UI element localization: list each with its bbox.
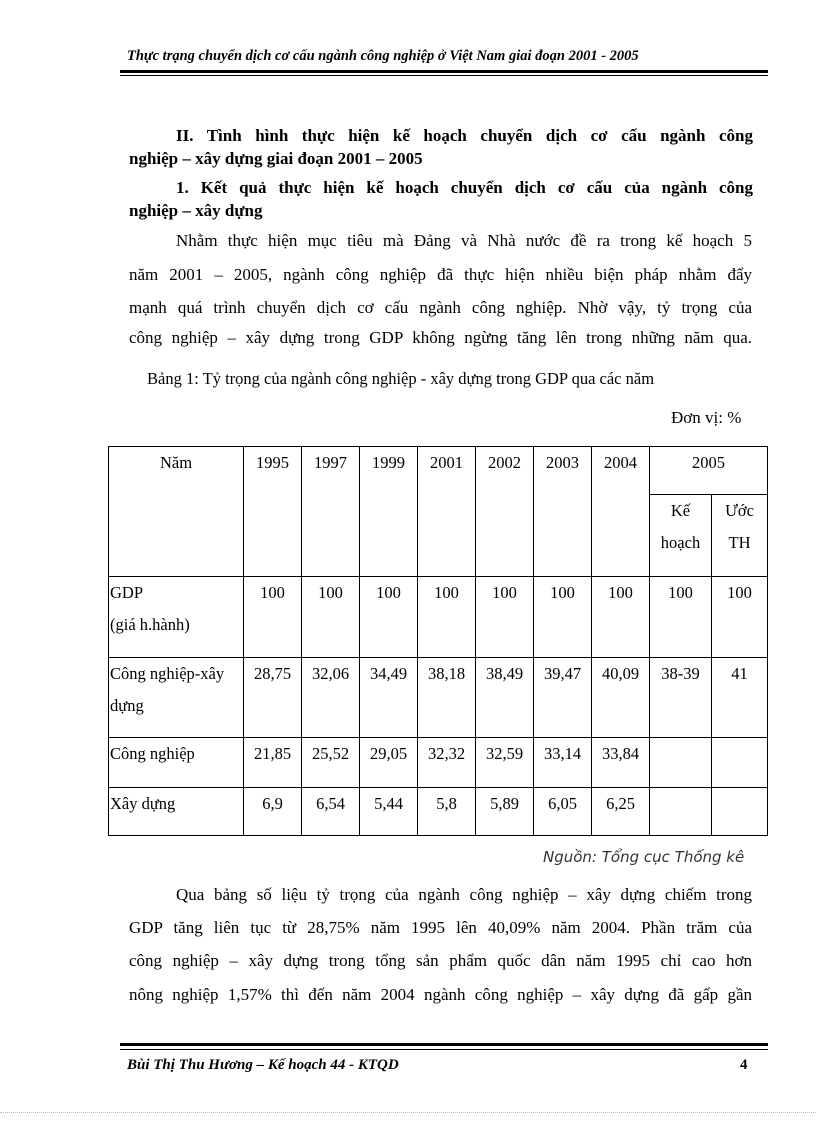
table-cell: 32,59 [476, 738, 534, 788]
table-cell: 38,49 [476, 658, 534, 738]
table-cell: 100 [534, 577, 592, 658]
table-cell: 38,18 [418, 658, 476, 738]
plan-header-line2: hoạch [660, 533, 701, 552]
table-cell: 32,06 [302, 658, 360, 738]
year-header-cell: 1995 [244, 447, 302, 577]
paragraph2-line: nông nghiệp 1,57% thì đến năm 2004 ngành công nghiệp – xây dựng đã gấp gần [129, 985, 752, 1004]
estimate-header [712, 495, 768, 577]
year-header-cell: 1997 [302, 447, 360, 577]
table-cell [650, 788, 712, 836]
footer-rule-thin [120, 1049, 768, 1050]
table-cell: 100 [476, 577, 534, 658]
year-2005-header: 2005 [650, 447, 768, 495]
table-cell: 100 [360, 577, 418, 658]
row-label-line1: Công nghiệp-xây [110, 664, 225, 683]
table-cell: 25,52 [302, 738, 360, 788]
table-cell: 38-39 [650, 658, 712, 738]
table-cell: 29,05 [360, 738, 418, 788]
data-table [108, 446, 768, 836]
table-cell [650, 738, 712, 788]
table-cell [712, 738, 768, 788]
year-header-cell: 2004 [592, 447, 650, 577]
paragraph2-line: GDP tăng liên tục từ 28,75% năm 1995 lên 40,09% năm 2004. Phần trăm của [129, 918, 752, 937]
table-cell: 100 [418, 577, 476, 658]
paragraph1-line: công nghiệp – xây dựng trong GDP không ngừng tăng lên trong những năm qua. [129, 328, 752, 347]
estimate-header-line1: Ước [725, 501, 754, 520]
table-cell: 34,49 [360, 658, 418, 738]
table-source: Nguồn: Tổng cục Thống kê [543, 848, 745, 866]
table-cell: 39,47 [534, 658, 592, 738]
subsection-heading-line2: nghiệp – xây dựng [129, 201, 263, 220]
section-heading-line2: nghiệp – xây dựng giai đoạn 2001 – 2005 [129, 149, 423, 168]
row-label-line1: GDP [110, 583, 144, 602]
table-cell: 41 [712, 658, 768, 738]
paragraph2-line: công nghiệp – xây dựng trong tổng sản phẩm quốc dân năm 1995 chỉ cao hơn [129, 951, 752, 970]
table-unit: Đơn vị: % [671, 408, 742, 427]
section-heading-line1: II. Tình hình thực hiện kế hoạch chuyển dịch cơ cấu ngành công [176, 126, 753, 145]
table-cell: 6,05 [534, 788, 592, 836]
row-label [109, 577, 244, 658]
paragraph2-line: Qua bảng số liệu tỷ trọng của ngành công nghiệp – xây dựng chiếm trong [176, 885, 752, 904]
header-rule [120, 70, 768, 73]
table-cell: 21,85 [244, 738, 302, 788]
row-label: Xây dựng [109, 788, 244, 836]
table-cell: 5,89 [476, 788, 534, 836]
row-label-line2: dựng [110, 696, 144, 715]
table-cell: 100 [592, 577, 650, 658]
table-row [109, 738, 768, 788]
table-cell: 33,84 [592, 738, 650, 788]
footer-author: Bùi Thị Thu Hương – Kế hoạch 44 - KTQD [127, 1057, 399, 1073]
subsection-heading-line1: 1. Kết quả thực hiện kế hoạch chuyển dịch cơ cấu của ngành công [176, 178, 753, 197]
row-label: Công nghiệp [109, 738, 244, 788]
page-number: 4 [740, 1057, 748, 1073]
table-cell: 100 [712, 577, 768, 658]
year-header: Năm [109, 447, 244, 577]
year-header-cell: 1999 [360, 447, 418, 577]
table-cell: 5,44 [360, 788, 418, 836]
table-caption: Bảng 1: Tỷ trọng của ngành công nghiệp - xây dựng trong GDP qua các năm [147, 369, 655, 388]
page-bottom-edge [0, 1112, 816, 1113]
year-header-cell: 2001 [418, 447, 476, 577]
year-header-cell: 2003 [534, 447, 592, 577]
row-label-line2: (giá h.hành) [110, 615, 190, 634]
table-cell: 100 [244, 577, 302, 658]
page-header-title: Thực trạng chuyển dịch cơ cấu ngành công nghiệp ở Việt Nam giai đoạn 2001 - 2005 [127, 48, 639, 64]
paragraph1-line: năm 2001 – 2005, ngành công nghiệp đã thực hiện nhiều biện pháp nhằm đẩy [129, 265, 752, 284]
footer-rule [120, 1043, 768, 1046]
table-cell: 40,09 [592, 658, 650, 738]
paragraph1-line: Nhằm thực hiện mục tiêu mà Đảng và Nhà nước đề ra trong kế hoạch 5 [176, 231, 752, 250]
estimate-header-line2: TH [728, 533, 751, 552]
plan-header [650, 495, 712, 577]
header-rule-thin [120, 75, 768, 76]
table-cell: 33,14 [534, 738, 592, 788]
table-cell: 6,9 [244, 788, 302, 836]
table-row [109, 658, 768, 738]
plan-header-line1: Kế [670, 501, 691, 520]
year-header-cell: 2002 [476, 447, 534, 577]
table-cell: 6,54 [302, 788, 360, 836]
paragraph1-line: mạnh quá trình chuyển dịch cơ cấu ngành công nghiệp. Nhờ vậy, tỷ trọng của [129, 298, 752, 317]
table-cell: 5,8 [418, 788, 476, 836]
table-row [109, 788, 768, 836]
table-cell: 100 [650, 577, 712, 658]
table-cell: 28,75 [244, 658, 302, 738]
table-row [109, 577, 768, 658]
row-label [109, 658, 244, 738]
table-cell [712, 788, 768, 836]
table-header-row [109, 447, 768, 495]
table-cell: 32,32 [418, 738, 476, 788]
table-cell: 6,25 [592, 788, 650, 836]
table-cell: 100 [302, 577, 360, 658]
